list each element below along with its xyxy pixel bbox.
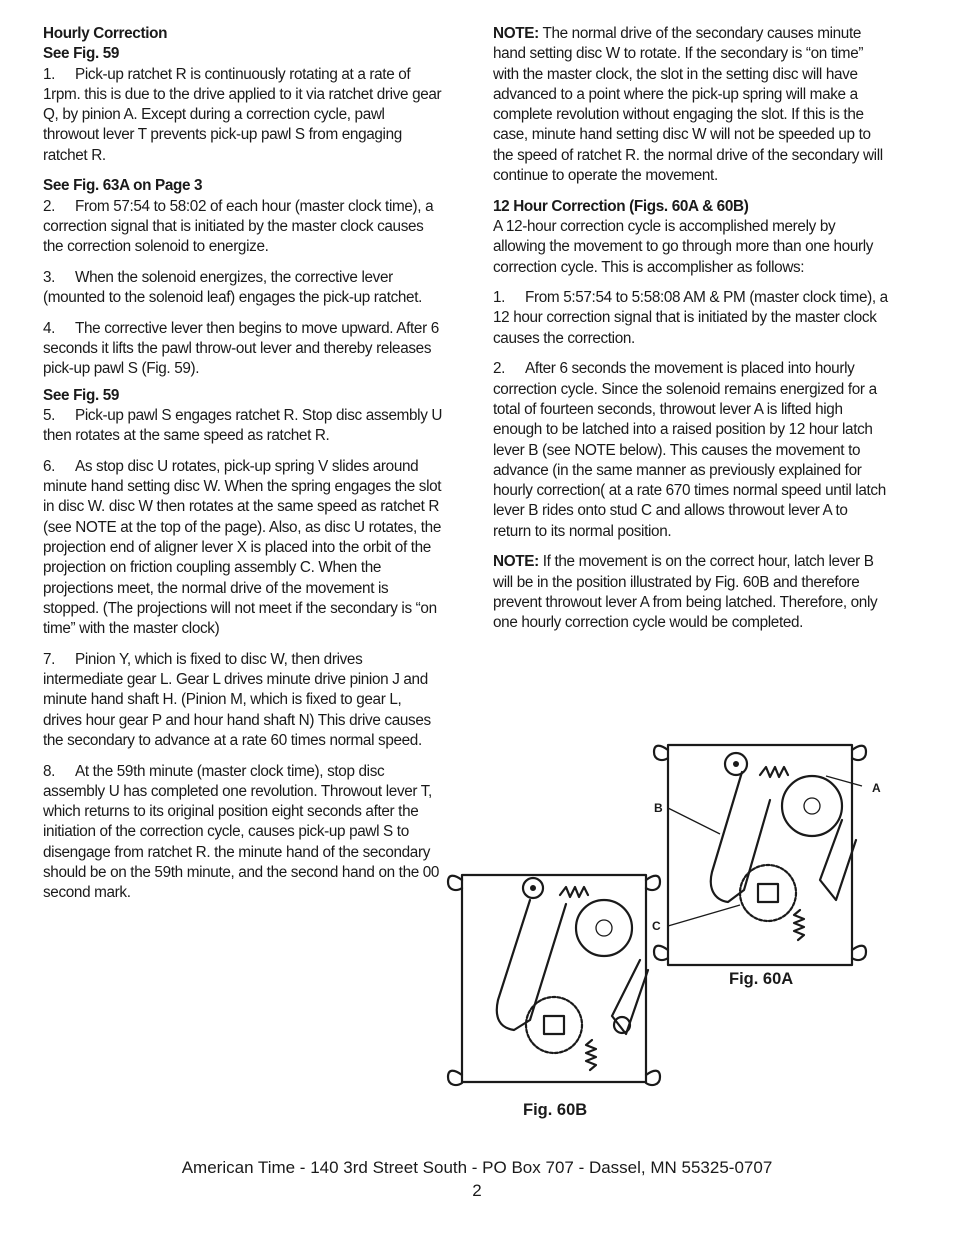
fig60b-ear-top-left xyxy=(448,876,462,890)
fig60a-bottom-spring xyxy=(794,910,804,940)
heading-see-fig-59-second: See Fig. 59 xyxy=(43,386,120,404)
step-text: Pinion Y, which is fixed to disc W, then drives intermediate gear L. Gear L drives minute drive pinion J and minute hand shaft H. (Pinion M, which is fixed to gear L, drives hour gear P and hour hand shaft N) This drive causes the secondary to advance at a rate 60 times normal speed. xyxy=(43,650,431,749)
step-text: As stop disc U rotates, pick-up spring V slides around minute hand setting disc W. When the spring engages the slot in disc W. disc W then rotates at the same speed as ratchet R (see NOTE at the top of the page). Also, as disc U rotates, the projection end of aligner lever X is placed into the orbit of the projection on friction coupling assembly C. When the projections meet, the normal drive of the movement is stopped. (The projections will not meet if the secondary is “on time” with the master clock) xyxy=(43,457,442,638)
fig60b-lever-arm xyxy=(497,900,566,1030)
fig60a-top-gear xyxy=(782,776,842,836)
step-number: 6. xyxy=(43,457,56,475)
step-text: The corrective lever then begins to move upward. After 6 seconds it lifts the pawl throw-out lever and thereby releases pick-up pawl S (Fig. 59). xyxy=(43,319,439,378)
fig60a-pivot-hole xyxy=(733,761,739,767)
step-text: Pick-up pawl S engages ratchet R. Stop disc assembly U then rotates at the same speed as ratchet R. xyxy=(43,406,443,445)
step-number: 8. xyxy=(43,762,56,780)
heading-see-fig-59: See Fig. 59 xyxy=(43,45,120,63)
fig60b-ear-top-right xyxy=(646,876,660,890)
fig60b-lower-gear-hub xyxy=(544,1016,564,1034)
step-text: From 57:54 to 58:02 of each hour (master clock time), a correction signal that is initiated by the master clock causes the correction solenoid to energize. xyxy=(43,197,434,256)
fig60b-bottom-spring xyxy=(586,1040,596,1070)
fig60a-lower-gear-hub xyxy=(758,884,778,902)
fig60a-callout-line-b xyxy=(668,808,720,834)
fig60a-lower-gear xyxy=(740,865,796,921)
fig60b-ear-bottom-left xyxy=(448,1071,462,1085)
step-text: After 6 seconds the movement is placed into hourly correction cycle. Since the solenoid remains energized for a total of fourteen seconds, throwout lever A is lifted high enough to be latched into a raised position by 12 hour latch lever B (see NOTE below). This causes the movement to advance (in the same manner as previously explained for hourly correction( at a rate 670 times normal speed until latch lever B rides onto stud C and allows throwout lever A to return to its normal position. xyxy=(493,360,886,540)
step-text: Pick-up ratchet R is continuously rotating at a rate of 1rpm. this is due to the drive applied to it via ratchet drive gear Q, by pinion A. Except during a correction cycle, pawl throwout lever T prevents pick-up pawl S from engaging ratchet R. xyxy=(43,65,442,164)
fig60b-lower-gear xyxy=(526,997,582,1053)
footer-address: American Time - 140 3rd Street South - PO Box 707 - Dassel, MN 55325-0707 xyxy=(181,1158,773,1177)
step-number: 1. xyxy=(43,65,56,83)
step-text: From 5:57:54 to 5:58:08 AM & PM (master clock time), a 12 hour correction signal that is initiated by the master clock causes the correction. xyxy=(493,289,888,347)
fig60a-top-gear-hub xyxy=(804,798,820,814)
fig60a-callout-line-c xyxy=(668,905,740,926)
fig60a-ear-top-right xyxy=(852,746,866,760)
note-text: The normal drive of the secondary causes minute hand setting disc W to rotate. If the secondary is “on time” with the master clock, the slot in the setting disc will have advanced to a point where the pick-up spring will make a complete revolution without engaging the slot. If this is the case, minute hand setting disc W will not be speeded up to the speed of ratchet R. the normal drive of the secondary will continue to operate the movement. xyxy=(493,25,883,185)
section-title-hourly-correction: Hourly Correction xyxy=(43,25,168,42)
note-label: NOTE: xyxy=(493,25,539,42)
figure-60b-drawing xyxy=(448,875,660,1085)
step-number: 5. xyxy=(43,406,56,424)
heading-12-hour-correction: 12 Hour Correction (Figs. 60A & 60B) xyxy=(493,197,749,215)
step-number: 7. xyxy=(43,650,56,668)
fig60b-pivot-hole xyxy=(530,885,536,891)
fig60a-callout-a: A xyxy=(872,781,881,795)
figure-60a-caption: Fig. 60A xyxy=(729,970,794,988)
heading-see-fig-63a: See Fig. 63A on Page 3 xyxy=(43,177,203,195)
page-number: 2 xyxy=(472,1181,482,1200)
step-number: 3. xyxy=(43,268,56,286)
fig60b-top-gear-hub xyxy=(596,920,612,936)
step-text: When the solenoid energizes, the corrective lever (mounted to the solenoid leaf) engages the pick-up ratchet. xyxy=(43,268,423,307)
paragraph-12-hour-intro: A 12-hour correction cycle is accomplished merely by allowing the movement to go through more than one hourly correction cycle. This is accomplisher as follows: xyxy=(493,217,874,276)
fig60a-ear-bottom-right xyxy=(852,946,866,960)
fig60a-ear-top-left xyxy=(654,746,668,760)
step-number: 2. xyxy=(43,197,56,215)
fig60a-callout-b: B xyxy=(654,801,663,815)
fig60b-top-gear xyxy=(576,900,632,956)
fig60a-top-spring xyxy=(760,767,788,777)
step-number: 4. xyxy=(43,319,56,337)
fig60b-top-spring xyxy=(560,887,588,897)
step-text: At the 59th minute (master clock time), stop disc assembly U has completed one revolution. Throwout lever T, which returns to its original position eight seconds after the initiation of the correction cycle, causes pick-up pawl S to disengage from ratchet R. the minute hand of the secondary should be on the 59th minute, and the second hand on the 00 second mark. xyxy=(43,762,440,902)
fig60a-callout-c: C xyxy=(652,919,661,933)
figure-60b-caption: Fig. 60B xyxy=(523,1101,588,1119)
fig60a-lever-arm xyxy=(711,772,770,902)
fig60b-ear-bottom-right xyxy=(646,1071,660,1085)
fig60a-ear-bottom-left xyxy=(654,946,668,960)
note-text: If the movement is on the correct hour, latch lever B will be in the position illustrated by Fig. 60B and therefore prevent throwout lever A from being latched. Therefore, only one hourly correction cycle would be completed. xyxy=(493,553,878,632)
figure-60a-drawing xyxy=(654,745,866,965)
note-label: NOTE: xyxy=(493,553,539,571)
step-number: 2. xyxy=(493,360,506,378)
step-number: 1. xyxy=(493,289,506,307)
fig60b-plate xyxy=(462,875,646,1082)
